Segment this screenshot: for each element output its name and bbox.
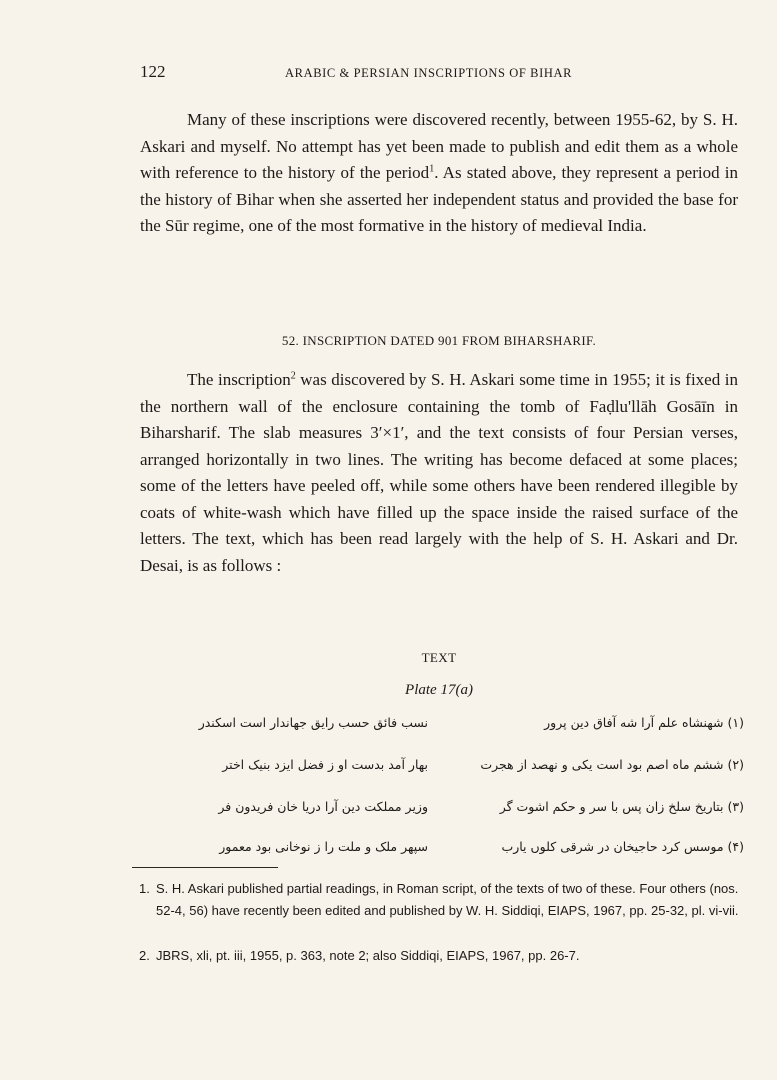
- footnote-2: [139, 945, 742, 967]
- verse-line: [148, 715, 744, 739]
- section-heading: 52. INSCRIPTION DATED 901 FROM BIHARSHARIF.: [281, 333, 597, 348]
- paragraph-inscription: [140, 367, 738, 579]
- footnote-1: [139, 878, 742, 922]
- footnote-divider: [132, 867, 278, 868]
- footnote-ref-2: 2: [290, 370, 296, 382]
- verse-line: [148, 839, 744, 863]
- footnote-number: 2.: [139, 948, 150, 963]
- footnote-text: S. H. Askari published partial readings, in Roman script, of the texts of two of these. Four others (nos. 52-4, 56) have recently been edited and published by W. H. Siddiqi, EIAPS, 1967, pp. 25-32, pl. vi-vii.: [156, 881, 739, 918]
- verse-left-hemistich: سپهر ملک و ملت را ز نوخانی بود معمور: [219, 839, 428, 854]
- page-number: 122: [140, 62, 166, 81]
- plate-label: Plate 17(a): [405, 682, 473, 698]
- verse-left-hemistich: وزیر مملکت دین آرا دریا خان فریدون فر: [218, 799, 428, 814]
- footnote-number: 1.: [139, 881, 150, 896]
- verse-line: [148, 757, 744, 781]
- verse-right-hemistich: (۲) ششم ماه اصم بود است یکی و نهصد از هجرت: [480, 757, 744, 772]
- verse-line: [148, 799, 744, 823]
- paragraph-inscription-text: was discovered by S. H. Askari some time in 1955; it is fixed in the northern wall of the enclosure containing the tomb of Faḍlu'llāh Gosāīn in Biharsharif. The slab measures 3′×1′, and the text consists of four Persian verses, arranged horizontally in two lines. The writing has become defaced at some places; some of the letters have peeled off, while some others have been rendered illegible by coats of white-wash which have filled up the space inside the raised surface of the letters. The text, which has been read largely with the help of S. H. Askari and Dr. Desai, is as follows :: [140, 370, 738, 575]
- paragraph-intro: [140, 107, 738, 240]
- paragraph-inscription-start: The inscription: [187, 370, 291, 389]
- verse-right-hemistich: (۱) شهنشاه علم آرا شه آفاق دین پرور: [544, 715, 744, 730]
- footnote-ref-1: 1: [429, 163, 435, 175]
- verse-left-hemistich: نسب فائق حسب رایق جهاندار است اسکندر: [198, 715, 428, 730]
- verse-right-hemistich: (۳) بتاریخ سلخ زان پس با سر و حکم اشوت گر: [499, 799, 744, 814]
- paragraph-intro-text-cont: . As stated above, they represent a period in the history of Bihar when she asserted her independent status and provided the base for the Sūr regime, one of the most formative in the history of medieval India.: [140, 163, 738, 235]
- verse-left-hemistich: بهار آمد بدست او ز فضل ایزد بنیک اختر: [222, 757, 428, 772]
- text-heading: TEXT: [421, 650, 457, 665]
- paragraph-intro-text: Many of these inscriptions were discovered recently, between 1955-62, by S. H. Askari and myself. No attempt has yet been made to publish and edit them as a whole with reference to the history of the period: [140, 110, 738, 182]
- footnote-text: JBRS, xli, pt. iii, 1955, p. 363, note 2; also Siddiqi, EIAPS, 1967, pp. 26-7.: [156, 948, 580, 963]
- running-head: ARABIC & PERSIAN INSCRIPTIONS OF BIHAR: [285, 66, 573, 80]
- page-header: [140, 62, 740, 86]
- verse-right-hemistich: (۴) موسس کرد حاجیخان در شرقی کلوں یارب: [501, 839, 744, 854]
